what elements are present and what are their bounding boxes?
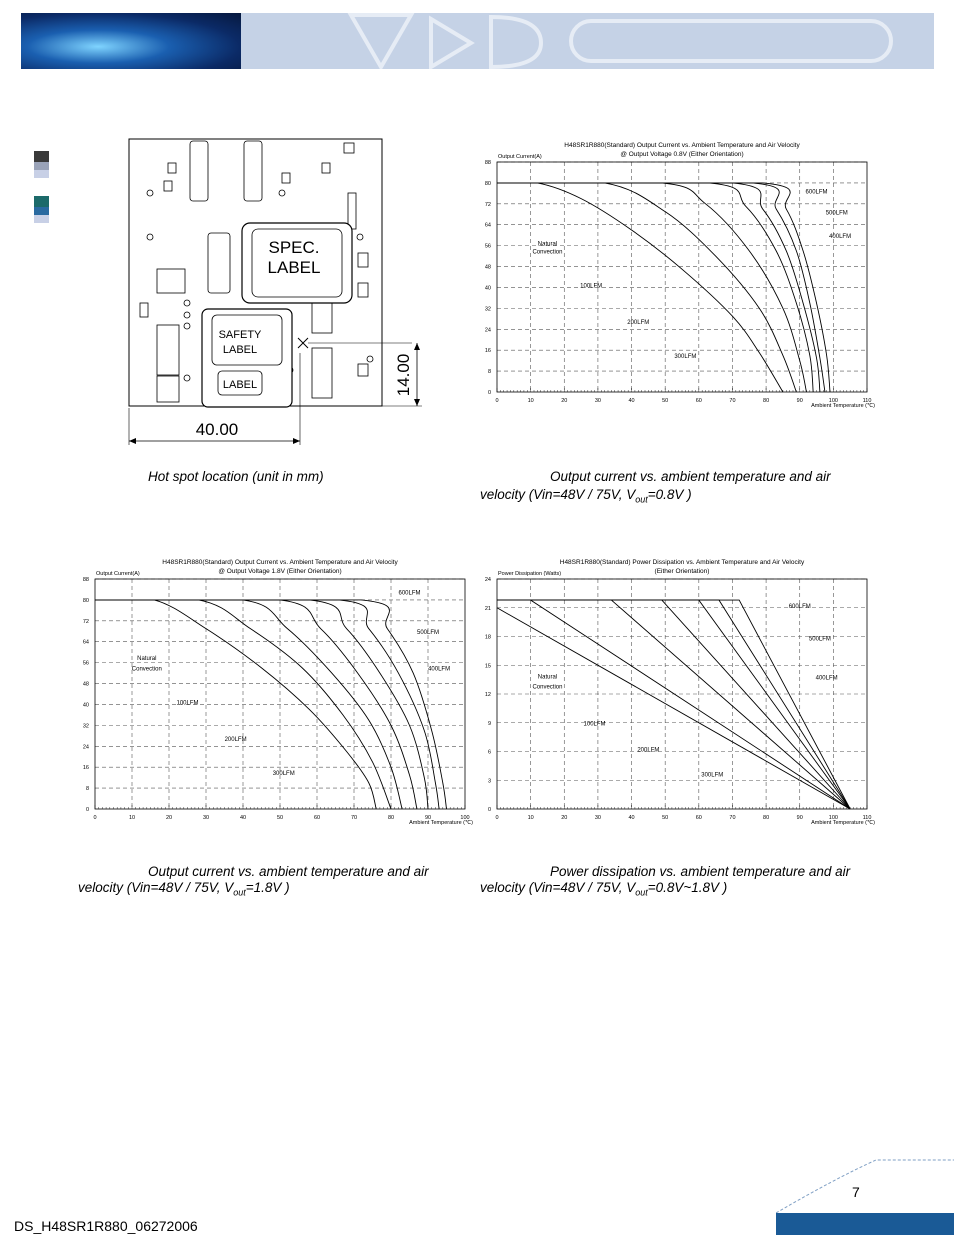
chart-annotation: 500LFM: [416, 629, 440, 636]
caption-chart1-line2-post: =0.8V ): [647, 487, 692, 502]
document-id: DS_H48SR1R880_06272006: [14, 1218, 198, 1234]
caption-chart1-sub: out: [635, 494, 648, 505]
chart-subtitle: @ Output Voltage 0.8V (Either Orientation): [620, 151, 744, 158]
chart-xtick-label: 30: [594, 815, 601, 821]
chart-ytick-label: 0: [85, 807, 89, 813]
chart-annotation: 100LFM: [580, 283, 603, 290]
caption-chart2-line2-pre: velocity (Vin=48V / 75V, V: [78, 880, 234, 895]
chart-ylabel: Output Current(A): [498, 154, 542, 160]
chart-xtick-label: 20: [561, 398, 568, 404]
chart-ytick-label: 72: [82, 618, 89, 625]
chart-ytick-label: 24: [484, 577, 491, 583]
header-banner-logo-watermark: [241, 13, 934, 69]
chart-annotation: 100LFM: [583, 721, 606, 728]
chart-annotation: 300LFM: [272, 771, 295, 778]
header-banner-photo: [21, 13, 241, 69]
safety-label-line2: LABEL: [222, 344, 258, 356]
chart-xtick-label: 30: [594, 398, 601, 404]
chart-xtick-label: 90: [796, 815, 803, 821]
caption-chart3-line2-post: =0.8V~1.8V ): [647, 880, 728, 895]
chart-annotation: 500LFM: [825, 210, 848, 217]
chart-ytick-label: 32: [82, 723, 89, 730]
chart-annotation: Convection: [532, 684, 563, 691]
chart-ytick-label: 8: [487, 369, 491, 376]
chart-ytick-label: 56: [484, 243, 491, 250]
chart-ylabel: Power Dissipation (Watts): [498, 571, 562, 577]
chart-xtick-label: 110: [862, 815, 872, 821]
chart-ytick-label: 72: [484, 201, 491, 208]
caption-chart1-line2: [480, 487, 692, 508]
color-swatch-light: [34, 170, 49, 178]
chart-series-100lfm: [497, 600, 850, 809]
footer-corner-graphic: [776, 1158, 954, 1235]
page-number: 7: [852, 1184, 860, 1200]
chart-annotation: 600LFM: [398, 590, 421, 597]
chart-ytick-label: 0: [487, 390, 491, 396]
chart-annotation: 200LFM: [627, 320, 650, 327]
chart-output-current-1p8v: [76, 555, 476, 835]
chart-xtick-label: 100: [460, 815, 470, 821]
chart-ytick-label: 15: [484, 663, 491, 670]
safety-label-line1: SAFETY: [218, 329, 262, 341]
chart-annotation: 200LFM: [637, 747, 660, 754]
chart-ytick-label: 18: [484, 634, 491, 641]
width-dimension: 40.00: [195, 420, 239, 439]
caption-chart2-line2: [78, 880, 290, 901]
chart-ylabel: Output Current(A): [96, 571, 140, 577]
chart-xtick-label: 20: [561, 815, 568, 821]
footer-bar: [776, 1213, 954, 1235]
chart-xtick-label: 10: [128, 815, 136, 821]
caption-hotspot: Hot spot location (unit in mm): [148, 469, 324, 484]
chart-subtitle: @ Output Voltage 1.8V (Either Orientation): [218, 568, 342, 575]
chart-annotation: 400LFM: [829, 233, 852, 240]
caption-chart1-line1: Output current vs. ambient temperature and air: [550, 469, 831, 484]
spec-label-line1: SPEC.: [268, 238, 320, 257]
color-swatch-pale: [34, 215, 49, 223]
chart-ytick-label: 80: [82, 597, 89, 604]
chart-ytick-label: 0: [487, 807, 491, 813]
caption-chart2-line2-post: =1.8V ): [245, 880, 290, 895]
chart-xtick-label: 40: [628, 398, 635, 404]
chart-annotation: 500LFM: [808, 636, 831, 643]
color-swatch-blue: [34, 207, 49, 215]
chart-xtick-label: 0: [495, 815, 499, 821]
chart-ytick-label: 21: [484, 605, 491, 612]
chart-xtick-label: 60: [313, 815, 321, 821]
chart-ytick-label: 9: [487, 720, 491, 727]
chart-series-400lfm: [497, 600, 850, 809]
chart-ytick-label: 12: [484, 692, 491, 698]
chart-annotation: 400LFM: [428, 666, 451, 673]
chart-xtick-label: 70: [729, 815, 736, 821]
chart-ytick-label: 16: [82, 765, 89, 772]
chart-xtick-label: 80: [763, 398, 770, 404]
color-swatch-gray: [34, 162, 49, 170]
caption-chart3-line1: Power dissipation vs. ambient temperature and air: [550, 864, 851, 879]
chart-ytick-label: 40: [82, 702, 89, 709]
chart-xtick-label: 60: [695, 815, 702, 821]
chart-annotation: 100LFM: [176, 700, 199, 707]
chart-xtick-label: 100: [828, 815, 838, 821]
chart-annotation: 600LFM: [788, 603, 811, 610]
chart-xlabel: Ambient Temperature (℃): [811, 403, 875, 409]
chart-xtick-label: 80: [387, 815, 395, 821]
chart-xtick-label: 100: [828, 398, 838, 404]
chart-ytick-label: 88: [484, 160, 491, 166]
chart-xtick-label: 0: [495, 398, 499, 404]
chart-ytick-label: 56: [82, 660, 89, 667]
chart-xlabel: Ambient Temperature (℃): [811, 820, 875, 826]
chart-xtick-label: 50: [276, 815, 284, 821]
hotspot-board-drawing: [122, 133, 432, 448]
chart-series-200lfm: [497, 600, 850, 809]
height-dimension: 14.00: [394, 353, 413, 397]
caption-chart3-line2: [480, 880, 727, 901]
chart-annotation: Natural: [137, 656, 157, 663]
header-banner: [21, 13, 934, 69]
chart-ytick-label: 64: [484, 222, 491, 229]
chart-xtick-label: 50: [662, 815, 669, 821]
chart-annotation: 600LFM: [805, 189, 828, 196]
chart-xtick-label: 0: [93, 815, 97, 821]
chart-ytick-label: 24: [82, 744, 89, 751]
caption-chart1-line2-pre: velocity (Vin=48V / 75V, V: [480, 487, 636, 502]
caption-chart3-line2-pre: velocity (Vin=48V / 75V, V: [480, 880, 636, 895]
chart-ytick-label: 3: [487, 778, 491, 785]
chart-xtick-label: 10: [527, 398, 534, 404]
chart-xtick-label: 90: [796, 398, 803, 404]
chart-xtick-label: 110: [862, 398, 872, 404]
chart-annotation: Convection: [131, 666, 162, 673]
chart-annotation: 300LFM: [701, 772, 724, 779]
chart-xtick-label: 90: [424, 815, 432, 821]
spec-label-line2: LABEL: [267, 258, 321, 277]
chart-xtick-label: 70: [350, 815, 358, 821]
chart-ytick-label: 48: [484, 264, 491, 271]
chart-annotation: 200LFM: [224, 737, 247, 744]
chart-power-dissipation: [478, 555, 878, 835]
caption-chart3-sub: out: [635, 887, 648, 898]
chart-ytick-label: 80: [484, 180, 491, 187]
chart-series-300lfm: [497, 600, 850, 809]
chart-series-600lfm: [497, 600, 850, 809]
chart-xtick-label: 70: [729, 398, 736, 404]
chart-ytick-label: 6: [487, 749, 491, 756]
chart-xtick-label: 30: [202, 815, 210, 821]
chart-ytick-label: 16: [484, 348, 491, 355]
color-swatch-dark: [34, 151, 49, 162]
chart-xlabel: Ambient Temperature (℃): [409, 820, 473, 826]
chart-xtick-label: 10: [527, 815, 534, 821]
chart-series-500lfm: [497, 600, 850, 809]
chart-annotation: Convection: [532, 249, 563, 256]
chart-xtick-label: 20: [165, 815, 173, 821]
chart-ytick-label: 32: [484, 306, 491, 313]
chart-xtick-label: 50: [662, 398, 669, 404]
chart-annotation: Natural: [537, 674, 558, 681]
chart-ytick-label: 48: [82, 681, 89, 688]
caption-chart2-line1: Output current vs. ambient temperature and air: [148, 864, 429, 879]
chart-ytick-label: 8: [85, 786, 89, 793]
chart-output-current-0p8v: [478, 138, 878, 418]
chart-title: H48SR1R880(Standard) Output Current vs. Ambient Temperature and Air Velocity: [564, 142, 800, 149]
chart-subtitle: (Either Orientation): [654, 568, 710, 575]
caption-chart2-sub: out: [233, 887, 246, 898]
chart-annotation: 300LFM: [674, 354, 697, 361]
color-swatch-teal: [34, 196, 49, 207]
chart-ytick-label: 40: [484, 285, 491, 292]
chart-ytick-label: 88: [82, 577, 89, 583]
chart-title: H48SR1R880(Standard) Power Dissipation vs. Ambient Temperature and Air Velocity: [559, 559, 805, 566]
chart-xtick-label: 80: [763, 815, 770, 821]
chart-title: H48SR1R880(Standard) Output Current vs. Ambient Temperature and Air Velocity: [162, 559, 398, 566]
chart-annotation: 400LFM: [815, 675, 838, 682]
chart-xtick-label: 60: [695, 398, 702, 404]
chart-ytick-label: 24: [484, 327, 491, 334]
chart-xtick-label: 40: [628, 815, 635, 821]
small-label: LABEL: [222, 379, 258, 391]
chart-ytick-label: 64: [82, 639, 89, 646]
chart-annotation: Natural: [537, 241, 558, 248]
chart-xtick-label: 40: [239, 815, 247, 821]
